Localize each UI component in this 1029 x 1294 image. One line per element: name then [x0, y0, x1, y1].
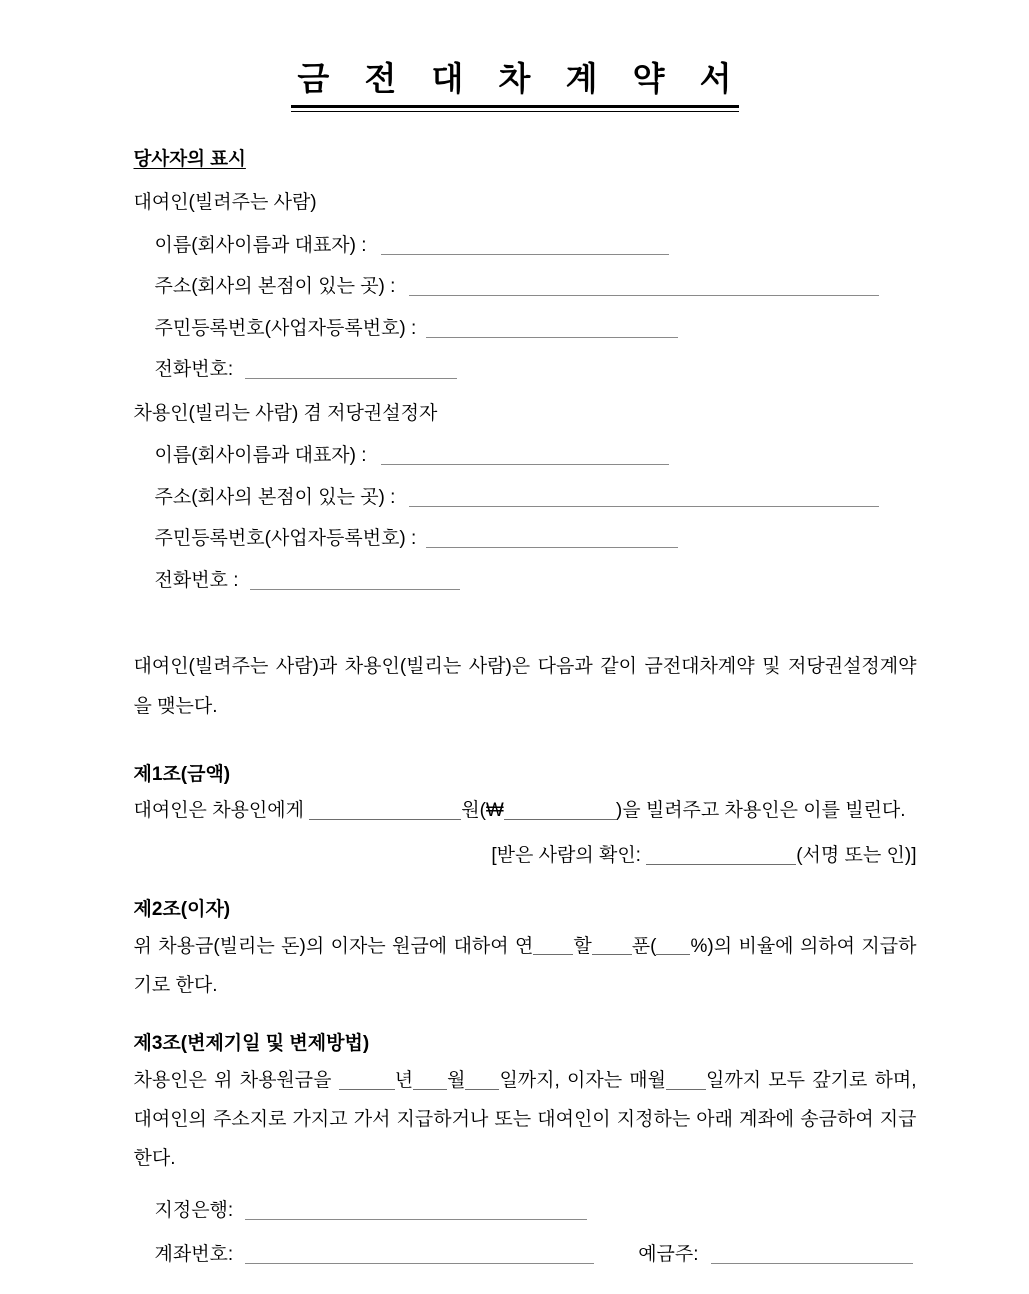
article-1-text-3: )을 빌려주고 차용인은 이를 빌린다.: [615, 800, 906, 822]
article-1-heading: 제1조(금액): [133, 764, 231, 786]
interest-hal-input[interactable]: [533, 935, 573, 955]
intro-paragraph: 대여인(빌려주는 사람)과 차용인(빌리는 사람)은 다음과 같이 금전대차계약 및 저당권설정계약을 맺는다.: [133, 656, 917, 717]
interest-percent-input[interactable]: [656, 935, 690, 955]
document-body: [62, 145, 968, 1269]
account-row: [134, 1241, 917, 1269]
loan-amount-figures-input[interactable]: [504, 800, 616, 820]
lender-phone-label: 전화번호:: [154, 359, 234, 381]
repay-day-input[interactable]: [465, 1069, 499, 1089]
interest-pun-input[interactable]: [592, 935, 632, 955]
article-2-text-3: 푼(: [631, 935, 657, 957]
lender-name-row: [134, 232, 917, 260]
designated-bank-row: [134, 1197, 917, 1225]
borrower-role-label: 차용인(빌리는 사람) 겸 저당권설정자: [133, 402, 438, 424]
article-1-body: [134, 791, 917, 830]
lender-address-row: [134, 273, 917, 301]
lender-address-label: 주소(회사의 본점이 있는 곳) :: [154, 276, 396, 298]
article-3-text-1: 차용인은 위 차용원금을: [133, 1069, 332, 1091]
account-number-label: 계좌번호:: [154, 1244, 234, 1266]
borrower-phone-label: 전화번호 :: [154, 569, 239, 591]
lender-address-input[interactable]: [409, 275, 879, 296]
lender-rrn-input[interactable]: [426, 317, 678, 338]
article-3-text-2: 년: [394, 1069, 414, 1091]
receipt-confirmation-close: (서명 또는 인)]: [796, 844, 917, 866]
page-title: 금 전 대 차 계 약 서: [297, 60, 745, 97]
designated-bank-label: 지정은행:: [154, 1199, 234, 1221]
borrower-rrn-label: 주민등록번호(사업자등록번호) :: [154, 528, 417, 550]
title-double-rule: [291, 105, 739, 112]
article-3-body: [134, 1061, 917, 1179]
borrower-phone-input[interactable]: [250, 569, 460, 590]
article-1-text-2: 원(₩: [461, 800, 504, 822]
lender-rrn-row: [134, 315, 917, 343]
receipt-confirmation-open: [받은 사람의 확인:: [491, 844, 641, 866]
lender-rrn-label: 주민등록번호(사업자등록번호) :: [154, 317, 417, 339]
title-block: [0, 0, 1029, 112]
lender-phone-input[interactable]: [245, 358, 457, 379]
borrower-name-row: [134, 442, 917, 470]
borrower-phone-row: [134, 567, 917, 595]
lender-name-label: 이름(회사이름과 대표자) :: [154, 234, 367, 256]
repay-year-input[interactable]: [339, 1069, 395, 1089]
borrower-rrn-row: [134, 525, 917, 553]
borrower-name-label: 이름(회사이름과 대표자) :: [154, 445, 367, 467]
repay-month-input[interactable]: [413, 1069, 447, 1089]
borrower-name-input[interactable]: [381, 444, 669, 465]
receipt-confirmation-line: [134, 841, 917, 871]
lender-name-input[interactable]: [381, 234, 669, 255]
borrower-address-row: [134, 484, 917, 512]
lender-phone-row: [134, 356, 917, 384]
article-2-text-4: %)의 비율에 의하여 지급하기로 한다.: [133, 935, 917, 996]
parties-section-heading: 당사자의 표시: [133, 148, 246, 170]
article-2-body: [134, 927, 917, 1006]
loan-amount-words-input[interactable]: [309, 800, 461, 820]
borrower-address-label: 주소(회사의 본점이 있는 곳) :: [154, 486, 396, 508]
article-3-text-5: 일까지 모두 갚기로 하며, 대여인의 주소지로 가지고 가서 지급하거나 또는 대여인이 지정하는 아래 계좌에 송금하여 지급한다.: [133, 1069, 917, 1170]
lender-role-label: 대여인(빌려주는 사람): [133, 192, 317, 213]
article-2-heading: 제2조(이자): [133, 899, 231, 921]
interest-day-input[interactable]: [666, 1069, 706, 1089]
article-2-text-2: 할: [573, 935, 592, 957]
borrower-address-input[interactable]: [409, 486, 879, 507]
account-number-input[interactable]: [245, 1243, 594, 1264]
article-2-text-1: 위 차용금(빌리는 돈)의 이자는 원금에 대하여 연: [133, 935, 534, 957]
receipt-signature-input[interactable]: [646, 844, 796, 864]
designated-bank-input[interactable]: [245, 1199, 587, 1220]
account-holder-label: 예금주:: [638, 1244, 699, 1266]
article-3-text-3: 월: [447, 1069, 466, 1091]
borrower-rrn-input[interactable]: [426, 528, 678, 549]
article-3-heading: 제3조(변제기일 및 변제방법): [133, 1033, 370, 1055]
article-3-text-4: 일까지, 이자는 매월: [499, 1069, 667, 1091]
article-1-text-1: 대여인은 차용인에게: [133, 800, 304, 822]
account-holder-input[interactable]: [711, 1243, 913, 1264]
